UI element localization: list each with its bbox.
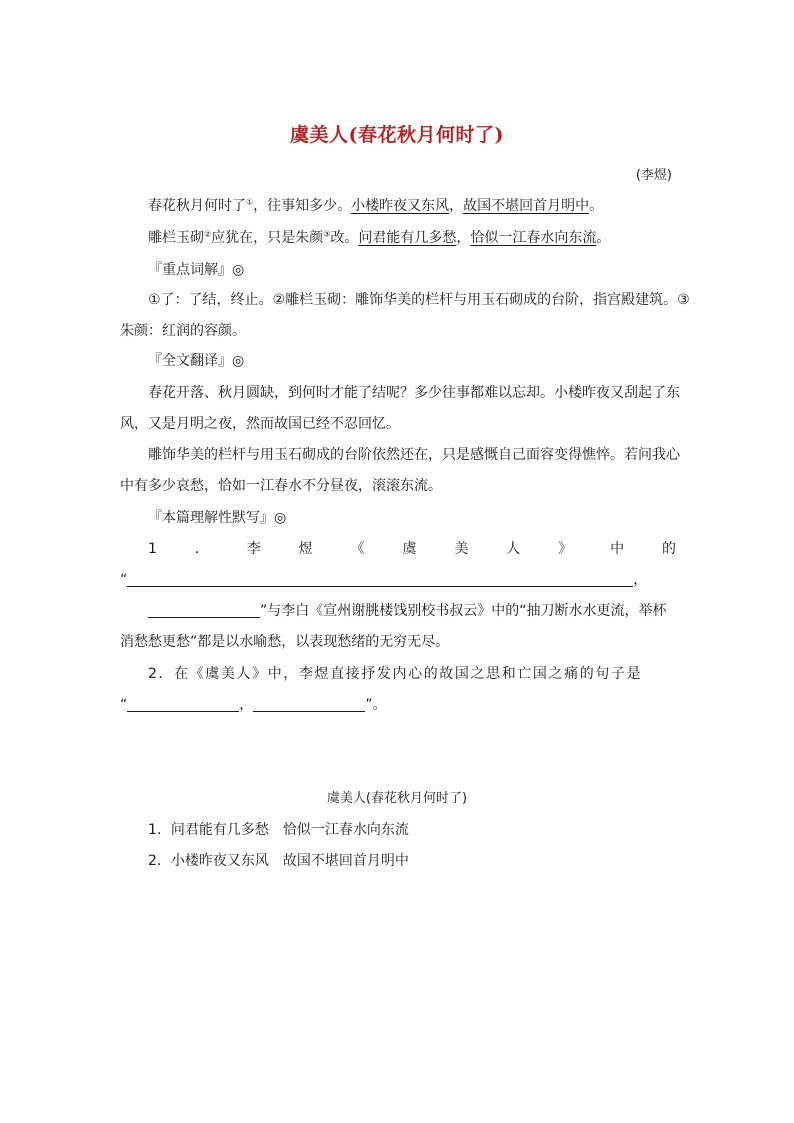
notes-heading: 『重点词解』◎ <box>148 262 245 278</box>
question-1-line1: 1 ． 李 煜 《 虞 美 人 》 中 的 <box>148 541 676 557</box>
poem-line-2 <box>148 228 676 248</box>
poem-text: ，往事知多少。 <box>253 198 352 214</box>
poem-text: 春花秋月何时了 <box>148 198 246 214</box>
underlined-verse: 小楼昨夜又东风 <box>351 198 450 214</box>
answer-blank-1a[interactable] <box>127 572 633 587</box>
translation-p1-line2: 风，又是月明之夜，然而故国已经不忍回忆。 <box>120 416 400 432</box>
translation-p2-line1: 雕饰华美的栏杆与用玉石砌成的台阶依然还在，只是感慨自己面容变得憔悴。若问我心 <box>148 447 680 463</box>
poem-line-1 <box>148 196 676 216</box>
notes-line-1: ①了：了结，终止。②雕栏玉砌：雕饰华美的栏杆与用玉石砌成的台阶，指宫殿建筑。③ <box>148 292 690 308</box>
question-1-line2: “ ， <box>120 572 648 588</box>
answer-blank-1b[interactable] <box>148 603 260 618</box>
poem-text: 。 <box>596 230 611 246</box>
footnote-marker: ③ <box>323 229 331 239</box>
poem-text: ， <box>449 198 464 214</box>
translation-p1-line1: 春花开落、秋月圆缺，到何时才能了结呢？多少往事都难以忘却。小楼昨夜又刮起了东 <box>148 385 680 401</box>
underlined-verse: 故国不堪回首月明中 <box>463 198 590 214</box>
poem-text: 。 <box>589 198 604 214</box>
answer-blank-2a[interactable] <box>127 697 239 712</box>
underlined-verse: 恰似一江春水向东流 <box>470 230 597 246</box>
poem-text: 雕栏玉砌 <box>148 230 204 246</box>
notes-line-2: 朱颜：红润的容颜。 <box>120 323 246 339</box>
question-2-line2: “ ， ”。 <box>120 697 387 713</box>
footnote-marker: ① <box>246 197 254 207</box>
translation-heading: 『全文翻译』◎ <box>148 353 245 369</box>
poem-text: ， <box>456 230 471 246</box>
translation-p2-line2: 中有多少哀愁，恰如一江春水不分昼夜，滚滚东流。 <box>120 478 442 494</box>
footnote-marker: ② <box>204 229 212 239</box>
poem-text: 改。 <box>330 230 359 246</box>
poem-text: 应犹在，只是朱颜 <box>211 230 324 246</box>
question-1-line4: 消愁愁更愁”都是以水喻愁，以表现愁绪的无穷无尽。 <box>120 634 450 650</box>
question-1-line3: ”与李白《宣州谢朓楼饯别校书叔云》中的“抽刀断水水更流，举杯 <box>148 601 676 621</box>
poem-title: 虞美人(春花秋月何时了) <box>290 124 504 146</box>
answer-blank-2b[interactable] <box>253 697 365 712</box>
poem-author: (李煜) <box>635 168 672 183</box>
answers-title: 虞美人(春花秋月何时了) <box>326 791 468 806</box>
answer-2: 2．小楼昨夜又东风 故国不堪回首月明中 <box>148 853 409 869</box>
exercise-heading: 『本篇理解性默写』◎ <box>148 510 287 526</box>
answer-1: 1．问君能有几多愁 恰似一江春水向东流 <box>148 822 409 838</box>
question-2-line1: 2．在《虞美人》中，李煜直接抒发内心的故国之思和亡国之痛的句子是 <box>148 666 643 682</box>
underlined-verse: 问君能有几多愁 <box>358 230 457 246</box>
